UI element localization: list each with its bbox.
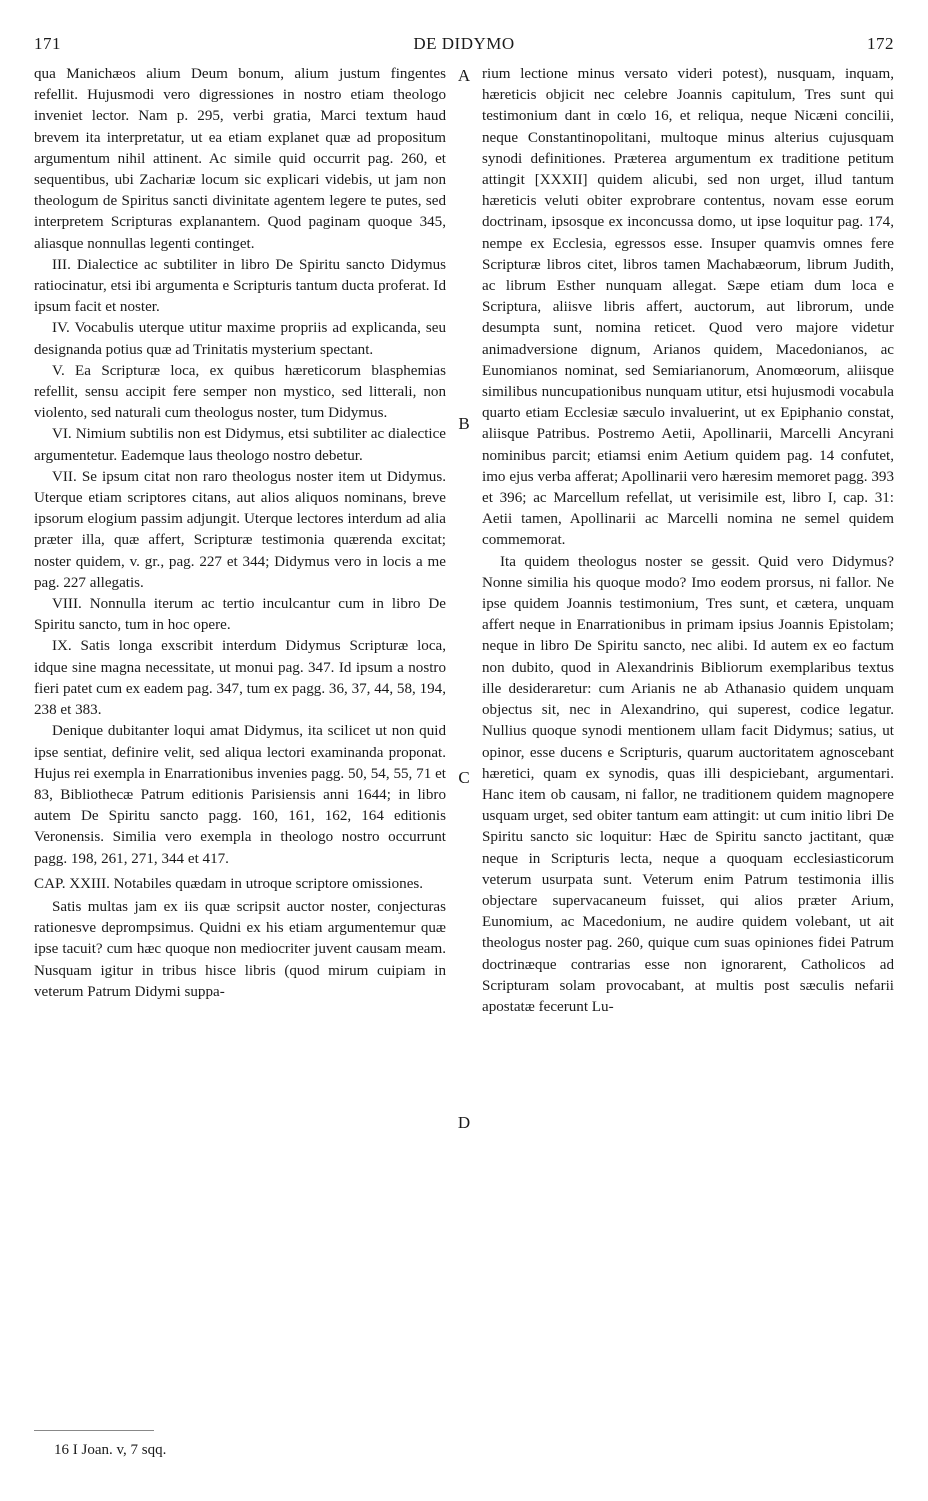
- paragraph: IX. Satis longa exscribit interdum Didymus Scripturæ loca, idque sine magna necessitate, ut monui pag. 347. Id ipsum a nostro fieri patet cum ex eadem pag. 347, tum ex pagg. 36, 37, 44, 58, 194, 238 et 383.: [34, 638, 446, 719]
- paragraph: qua Manichæos alium Deum bonum, alium justum fingentes refellit. Hujusmodi vero digressiones in nostro etiam theologo inveniet lector. Nam p. 295, verbi gratia, Marci textum haud brevem ita interpretatur, ut ea etiam explanet quæ ad propositum argumentum nihil attinent. Ac simile quid occurrit pag. 260, et sequentibus, ubi Zachariæ locum sic explicari videbis, ut jam non theologum de Spiritus sancti divinitate agentem legere te putes, sed interpretem Scripturas explanantem. Quod paginam quoque 345, aliasque nonnullas legenti continget.: [34, 66, 446, 252]
- page-number-right: 172: [867, 34, 894, 53]
- paragraph: rium lectione minus versato videri potest), nusquam, inquam, hæreticis objicit nec celebre Joannis capitulum, Tres sunt qui testimonium dant in cœlo 16, et reliqua, neque Nicæni concilii, neque Constantinopolitani, multoque minus alterius cujusquam synodi definitiones. Præterea argumentum ex traditione petitum attingit [XXXII] quidem alicubi, sed non urget, illud tantum hæreticis veluti obiter exprobrare contentus, novam esse eorum doctrinam, ipsosque ex inconcussa domo, ut ipse loquitur pag. 174, nempe ex Ecclesia, egressos esse. Insuper quamvis omnes fere Scripturæ libros citet, libros tamen Machabæorum, librum Judith, ac librum Esther nunquam allegat. Sæpe etiam dum loca e Scriptura, aliisve libris affert, auctorum, aut librorum, unde desumpta sunt, nomina reticet. Quod vero majore videtur animadversione dignum, Arianos quidem, Macedonianos, ac Eunomianos nominat, sed Semiarianorum, Anomœorum, aliisque similibus nuncupationibus nunquam utitur, etsi hujusmodi vocabula quarto etiam Ecclesiæ sæculo invaluerint, ut ex Epiphanio constat, aliisque Patribus. Postremo Aetii, Apollinarii, Marcelli Ancyrani nominibus parcit; etiamsi enim Aetium quidem pag. 14 confutet, imo ejus verba afferat; Apollinarii vero hæresim memoret pagg. 393 et 396; ac Marcellum refellat, ut verisimile est, libro I, cap. 31: Aetii tamen, Apollinarii ac Marcelli nomina ne semel quidem commemorat.: [482, 66, 894, 549]
- chapter-heading: CAP. XXIII. Notabiles quædam in utroque scriptore omissiones.: [34, 875, 424, 892]
- margin-marker-a: A: [457, 66, 471, 85]
- paragraph: III. Dialectice ac subtiliter in libro De Spiritu sancto Didymus ratiocinatur, etsi ibi argumenta e Scripturis tantum ducta proferat. Id ipsum facit et noster.: [34, 256, 446, 316]
- paragraph: Ita quidem theologus noster se gessit. Quid vero Didymus? Nonne similia his quoque modo? Imo eodem prorsus, ni fallor. Ne ipse quidem Joannis testimonium, Tres sunt, et cætera, unquam affert neque in Enarrationibus in primam ipsius Joannis Epistolam; neque in libro De Spiritu sancto, nec alibi. Id autem ex eo factum non dubito, quod in Alexandrinis Bibliorum exemplaribus textus ille desideraretur: cum Arianis ne ab Athanasio quidem unquam objectus sit, nec in Alexandrino, qui superest, codice legatur. Nullius quoque synodi mentionem ullam facit Didymus; satius, ut opinor, esse ducens e Scripturis, quarum auctoritatem agnoscebant hæretici, quam ex synodis, quas illi despiciebant, argumentari. Hanc item ob causam, ni fallor, ne traditionem quidem magnopere usquam urget, sed obiter tantum eam attingit: ut cum initio libri De Spiritu sancto sic loquitur: Hæc de Spiritu sancto jactitant, quæ neque in Scripturis lecta, neque a quoquam ecclesiasticorum veterum usurpata sunt. Veterum enim Patrum testimonia illis objectare supervacaneum fuisset, qui alios præter Arium, Eunomium, ac Macedonium, ne audire quidem volebant, ut ait theologus noster pag. 260, quique cum suas opiniones fidei Patrum doctrinæque contrarias esse non ignorarent, Catholicos ad Scripturam solam provocabant, at multis post sæculis nefarii apostatæ fecerunt Lu-: [482, 553, 894, 1015]
- paragraph: Satis multas jam ex iis quæ scripsit auctor noster, conjecturas rationesve deprompsimus. Quidni ex his etiam argumentemur quæ ipse tacuit? cum hæc quoque non mediocriter juvent causam meam. Nusquam igitur in tribus hisce libris (quod mirum cuipiam in veterum Patrum Didymi suppa-: [34, 898, 446, 1000]
- right-column: [482, 64, 894, 1018]
- running-header: [34, 34, 894, 60]
- margin-marker-c: C: [458, 768, 470, 787]
- running-title: DE DIDYMO: [413, 34, 515, 53]
- margin-marker-b: B: [458, 414, 470, 433]
- page-number-left: 171: [34, 34, 61, 53]
- paragraph: IV. Vocabulis uterque utitur maxime propriis ad explicanda, seu designanda potius quæ ad Trinitatis mysterium spectant.: [34, 320, 446, 358]
- left-column: [34, 64, 446, 1003]
- paragraph: VI. Nimium subtilis non est Didymus, etsi subtiliter ac dialectice argumentetur. Eademque laus theologo nostro debetur.: [34, 426, 446, 464]
- paragraph: V. Ea Scripturæ loca, ex quibus hæreticorum blasphemias refellit, sensu accipit fere semper non mystico, sed litterali, non violento, sed naturali cum theologus noster, tum Didymus.: [34, 362, 446, 422]
- paragraph: Denique dubitanter loqui amat Didymus, ita scilicet ut non quid ipse sentiat, definire velit, sed aliqua lectori examinanda proponat. Hujus rei exempla in Enarrationibus invenies pagg. 50, 54, 55, 71 et 83, Bibliothecæ Patrum editionis Parisiensis anni 1644; in libro autem De Spiritu sancto pagg. 160, 161, 162, 164 editionis Veronensis. Similia vero exempla in theologo nostro occurrunt pagg. 198, 261, 271, 344 et 417.: [34, 723, 446, 867]
- footnote-divider: [34, 1430, 154, 1431]
- footnote: 16 I Joan. v, 7 sqq.: [54, 1442, 167, 1458]
- paragraph: VII. Se ipsum citat non raro theologus noster item ut Didymus. Uterque etiam scriptores citans, aut alios aliquos nominans, breve ipsorum elogium passim adjungit. Uterque lectores interdum ad alia præter illa, quæ affert, Scripturæ testimonia quærenda excitat; noster quidem, v. gr., pag. 227 et 344; Didymus vero in locis a me pag. 227 allegatis.: [34, 468, 446, 591]
- paragraph: VIII. Nonnulla iterum ac tertio inculcantur cum in libro De Spiritu sancto, tum in hoc opere.: [34, 596, 446, 634]
- margin-marker-d: D: [457, 1113, 471, 1132]
